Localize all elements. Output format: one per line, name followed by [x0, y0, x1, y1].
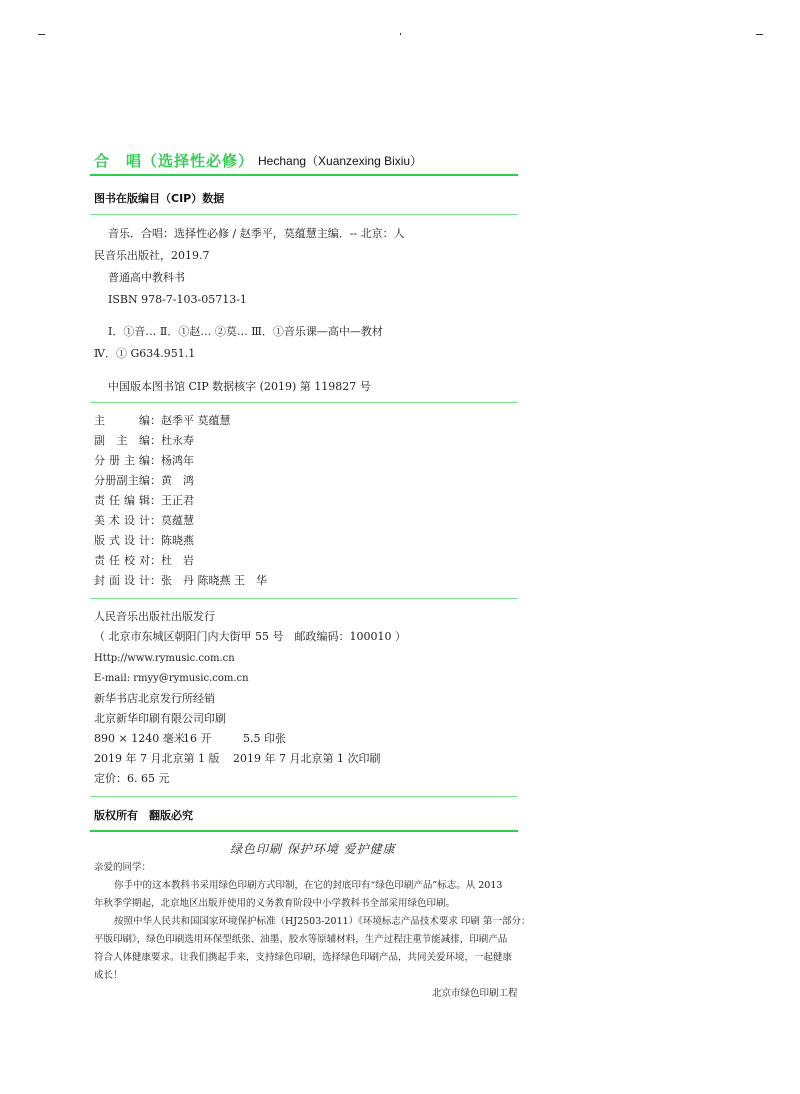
- credit-row: 主编：赵季平 莫蕴慧: [94, 414, 231, 427]
- credit-row: 分册主编：杨鸿年: [94, 454, 194, 467]
- book-title-en: Hechang（Xuanzexing Bixiu）: [258, 154, 423, 168]
- crop-mark-center: [400, 33, 401, 35]
- publisher-printing: 2019 年 7 月北京第 1 次印刷: [233, 752, 381, 765]
- book-title-zh: 合 唱（选择性必修）: [94, 152, 255, 170]
- credits-rule: [90, 402, 518, 403]
- credit-role: 责任编辑: [94, 494, 150, 507]
- cip-heading: 图书在版编目（CIP）数据: [94, 192, 225, 205]
- copyright-notice: 版权所有 翻版必究: [94, 809, 193, 822]
- credit-name: 莫蕴慧: [161, 514, 194, 527]
- credit-name: 张 丹 陈晓燕 王 华: [161, 574, 267, 587]
- credit-name: 杜永寿: [161, 434, 194, 447]
- green-print-paragraph: 年秋季学期起，北京地区出版并使用的义务教育阶段中小学教科书全部采用绿色印刷。: [94, 898, 456, 909]
- publisher-line-1: 人民音乐出版社出版发行: [94, 610, 215, 623]
- title-rule: [90, 174, 518, 176]
- publisher-rule: [90, 598, 518, 599]
- credit-row: 责任校对：杜 岩: [94, 554, 194, 567]
- credit-role: 封面设计: [94, 574, 150, 587]
- green-print-paragraph: 成长！: [94, 970, 123, 981]
- green-print-greeting: 亲爱的同学：: [94, 862, 152, 873]
- credit-name: 杨鸿年: [161, 454, 194, 467]
- credit-name: 赵季平 莫蕴慧: [161, 414, 231, 427]
- publisher-address: （ 北京市东城区朝阳门内大街甲 55 号 邮政编码：100010 ）: [94, 630, 406, 643]
- credit-role: 分册副主编: [94, 474, 150, 487]
- credit-row: 副主编：杜永寿: [94, 434, 194, 447]
- publisher-website-link[interactable]: Http://www.rymusic.com.cn: [94, 653, 235, 664]
- cip-line-7: 中国版本图书馆 CIP 数据核字 (2019) 第 119827 号: [108, 380, 371, 393]
- green-print-paragraph: 平版印刷》，绿色印刷选用环保型纸张、油墨、胶水等原辅材料，生产过程注重节能减排，印刷产品: [94, 934, 508, 945]
- crop-mark-right: [756, 34, 763, 35]
- credit-role: 美术设计: [94, 514, 150, 527]
- green-print-paragraph: 按照中华人民共和国国家环境保护标准（HJ2503-2011）《环境标志产品技术要求 印刷 第一部分：: [114, 916, 531, 927]
- cip-line-6: Ⅳ．① G634.951.1: [94, 347, 196, 360]
- crop-mark-left: [38, 34, 45, 35]
- credit-name: 陈晓燕: [161, 534, 194, 547]
- publisher-format-sheets: 5.5 印张: [243, 732, 286, 745]
- publisher-line-6: 北京新华印刷有限公司印刷: [94, 712, 226, 725]
- publisher-email-link[interactable]: E-mail: rmyy@rymusic.com.cn: [94, 673, 249, 684]
- green-print-signature: 北京市绿色印刷工程: [432, 988, 518, 999]
- green-print-slogan: 绿色印刷 保护环境 爱护健康: [230, 842, 396, 856]
- credit-name: 黄 鸿: [161, 474, 194, 487]
- copyright-rule: [90, 796, 518, 797]
- credit-row: 责任编辑：王正君: [94, 494, 194, 507]
- cip-line-5: Ⅰ．①音… Ⅱ．①赵… ②莫… Ⅲ．①音乐课—高中—教材: [108, 325, 383, 338]
- credit-role: 副主编: [94, 434, 150, 447]
- credit-name: 王正君: [161, 494, 194, 507]
- credit-role: 责任校对: [94, 554, 150, 567]
- green-print-paragraph: 符合人体健康要求。让我们携起手来，支持绿色印刷，选择绿色印刷产品，共同关爱环境，一起健康: [94, 952, 513, 963]
- credit-row: 封面设计：张 丹 陈晓燕 王 华: [94, 574, 267, 587]
- credit-role: 主编: [94, 414, 150, 427]
- cip-line-4: ISBN 978-7-103-05713-1: [108, 293, 247, 306]
- cip-rule: [90, 214, 518, 215]
- publisher-price: 定价：6. 65 元: [94, 772, 170, 785]
- credit-role: 分册主编: [94, 454, 150, 467]
- credit-row: 美术设计：莫蕴慧: [94, 514, 194, 527]
- credit-row: 版式设计：陈晓燕: [94, 534, 194, 547]
- credit-row: 分册副主编：黄 鸿: [94, 474, 194, 487]
- publisher-edition: 2019 年 7 月北京第 1 版: [94, 752, 220, 765]
- credit-role: 版式设计: [94, 534, 150, 547]
- cip-line-3: 普通高中教科书: [108, 271, 185, 284]
- green-print-rule: [90, 830, 518, 832]
- publisher-format-size: 890 × 1240 毫米: [94, 732, 185, 745]
- green-print-paragraph: 你手中的这本教科书采用绿色印刷方式印制，在它的封底印有“绿色印刷产品”标志。从 2013: [114, 880, 503, 891]
- publisher-line-5: 新华书店北京发行所经销: [94, 692, 215, 705]
- credit-name: 杜 岩: [161, 554, 194, 567]
- cip-line-1: 音乐．合唱：选择性必修 / 赵季平，莫蕴慧主编．-- 北京：人: [108, 227, 405, 240]
- cip-line-2: 民音乐出版社，2019.7: [94, 249, 210, 262]
- publisher-format-folio: 16 开: [183, 732, 212, 745]
